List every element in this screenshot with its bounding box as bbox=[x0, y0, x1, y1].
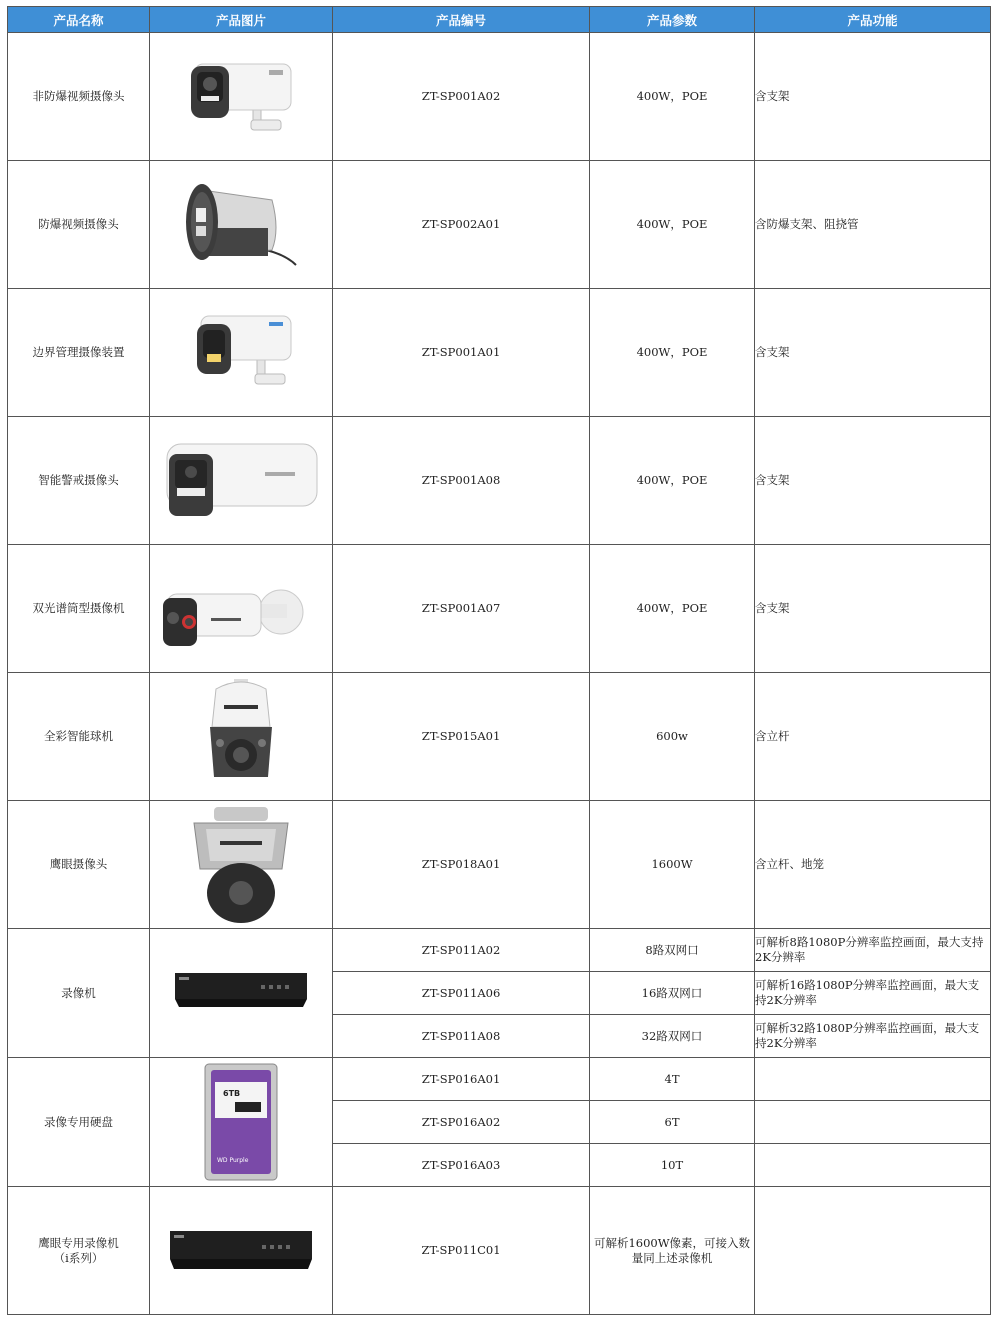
table-row bbox=[8, 289, 991, 417]
product-code: ZT-SP001A02 bbox=[333, 33, 590, 161]
product-name: 边界管理摄像装置 bbox=[8, 289, 150, 417]
product-code: ZT-SP001A08 bbox=[333, 417, 590, 545]
product-code: ZT-SP001A07 bbox=[333, 545, 590, 673]
product-function: 含立杆 bbox=[755, 673, 991, 801]
header-product-function: 产品功能 bbox=[755, 7, 991, 33]
product-name: 全彩智能球机 bbox=[8, 673, 150, 801]
product-name: 双光谱筒型摄像机 bbox=[8, 545, 150, 673]
product-param: 可解析1600W像素，可接入数量同上述录像机 bbox=[590, 1187, 755, 1315]
product-name: 非防爆视频摄像头 bbox=[8, 33, 150, 161]
product-param: 400W，POE bbox=[590, 545, 755, 673]
product-param: 6T bbox=[590, 1101, 755, 1144]
table-row bbox=[8, 673, 991, 801]
product-param: 400W，POE bbox=[590, 161, 755, 289]
hard-disk-icon bbox=[201, 1062, 281, 1182]
product-name: 录像专用硬盘 bbox=[8, 1058, 150, 1187]
product-param: 600w bbox=[590, 673, 755, 801]
product-param: 400W，POE bbox=[590, 289, 755, 417]
product-param: 32路双网口 bbox=[590, 1015, 755, 1058]
product-code: ZT-SP011A08 bbox=[333, 1015, 590, 1058]
table-row bbox=[8, 929, 991, 972]
product-code: ZT-SP018A01 bbox=[333, 801, 590, 929]
product-function: 含支架 bbox=[755, 417, 991, 545]
eagle-eye-camera-icon bbox=[186, 805, 296, 925]
table-row bbox=[8, 417, 991, 545]
product-function: 可解析8路1080P分辨率监控画面，最大支持2K分辨率 bbox=[755, 929, 991, 972]
ptz-dome-camera-icon bbox=[196, 677, 286, 797]
product-image-cell bbox=[150, 929, 333, 1058]
product-image-cell bbox=[150, 33, 333, 161]
product-image-cell bbox=[150, 417, 333, 545]
product-param: 1600W bbox=[590, 801, 755, 929]
product-param: 400W，POE bbox=[590, 33, 755, 161]
table-row bbox=[8, 801, 991, 929]
bullet-camera-icon bbox=[181, 52, 301, 142]
product-image-cell bbox=[150, 1058, 333, 1187]
product-image-cell bbox=[150, 289, 333, 417]
product-function: 含防爆支架、阻挠管 bbox=[755, 161, 991, 289]
product-image-cell bbox=[150, 1187, 333, 1315]
product-code: ZT-SP016A02 bbox=[333, 1101, 590, 1144]
table-row bbox=[8, 161, 991, 289]
product-code: ZT-SP011A02 bbox=[333, 929, 590, 972]
product-function: 含支架 bbox=[755, 545, 991, 673]
table-row bbox=[8, 33, 991, 161]
product-table bbox=[7, 6, 991, 1315]
product-code: ZT-SP002A01 bbox=[333, 161, 590, 289]
product-function: 可解析32路1080P分辨率监控画面，最大支持2K分辨率 bbox=[755, 1015, 991, 1058]
header-product-image: 产品图片 bbox=[150, 7, 333, 33]
product-param: 16路双网口 bbox=[590, 972, 755, 1015]
bullet-camera-icon bbox=[181, 308, 301, 398]
product-name-line1: 鹰眼专用录像机 bbox=[38, 1235, 119, 1250]
table-row bbox=[8, 1187, 991, 1315]
product-function bbox=[755, 1187, 991, 1315]
product-name: 录像机 bbox=[8, 929, 150, 1058]
product-name bbox=[8, 1187, 150, 1315]
product-image-cell bbox=[150, 161, 333, 289]
product-code: ZT-SP011A06 bbox=[333, 972, 590, 1015]
table-row bbox=[8, 1058, 991, 1101]
product-code: ZT-SP011C01 bbox=[333, 1187, 590, 1315]
product-param: 10T bbox=[590, 1144, 755, 1187]
header-product-name: 产品名称 bbox=[8, 7, 150, 33]
nvr-recorder-icon bbox=[166, 1221, 316, 1281]
hdd-capacity-label: 6TB bbox=[223, 1089, 241, 1098]
product-function: 含立杆、地笼 bbox=[755, 801, 991, 929]
product-code: ZT-SP016A01 bbox=[333, 1058, 590, 1101]
product-code: ZT-SP015A01 bbox=[333, 673, 590, 801]
product-function bbox=[755, 1058, 991, 1101]
nvr-recorder-icon bbox=[171, 963, 311, 1023]
table-row bbox=[8, 545, 991, 673]
product-function: 含支架 bbox=[755, 289, 991, 417]
product-code: ZT-SP001A01 bbox=[333, 289, 590, 417]
product-name-line2: （i系列） bbox=[53, 1250, 104, 1265]
product-image-cell bbox=[150, 801, 333, 929]
product-image-cell bbox=[150, 673, 333, 801]
header-product-code: 产品编号 bbox=[333, 7, 590, 33]
header-product-params: 产品参数 bbox=[590, 7, 755, 33]
product-param: 4T bbox=[590, 1058, 755, 1101]
product-name: 防爆视频摄像头 bbox=[8, 161, 150, 289]
product-param: 400W，POE bbox=[590, 417, 755, 545]
product-name: 鹰眼摄像头 bbox=[8, 801, 150, 929]
product-code: ZT-SP016A03 bbox=[333, 1144, 590, 1187]
product-function: 可解析16路1080P分辨率监控画面，最大支持2K分辨率 bbox=[755, 972, 991, 1015]
product-param: 8路双网口 bbox=[590, 929, 755, 972]
product-name: 智能警戒摄像头 bbox=[8, 417, 150, 545]
product-function: 含支架 bbox=[755, 33, 991, 161]
product-function bbox=[755, 1144, 991, 1187]
dual-spectrum-camera-icon bbox=[161, 554, 321, 664]
product-image-cell bbox=[150, 545, 333, 673]
product-function bbox=[755, 1101, 991, 1144]
smart-bullet-camera-icon bbox=[161, 436, 321, 526]
table-header-row bbox=[8, 7, 991, 33]
explosion-proof-camera-icon bbox=[176, 170, 306, 280]
hdd-brand-label: WD Purple bbox=[217, 1157, 249, 1164]
